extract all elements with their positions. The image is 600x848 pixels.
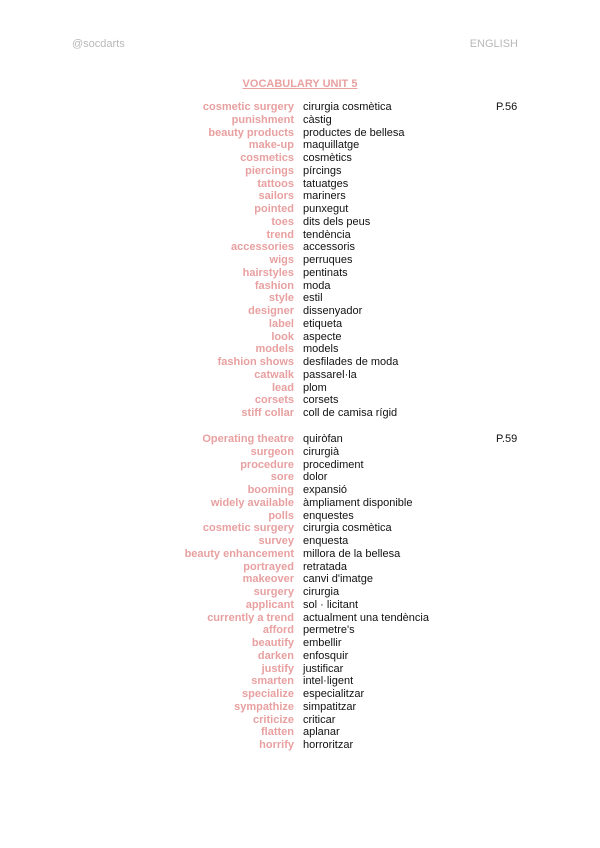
- english-term: horrify: [259, 739, 294, 751]
- vocab-row: [0, 624, 600, 637]
- catalan-translation: perruques: [303, 254, 353, 266]
- vocab-row: [0, 267, 600, 280]
- english-term: accessories: [231, 241, 294, 254]
- english-term: polls: [268, 509, 294, 522]
- catalan-translation: models: [303, 343, 339, 356]
- vocab-row: [0, 203, 600, 216]
- english-term: make-up: [248, 139, 294, 152]
- catalan-translation: cirurgia cosmètica: [303, 101, 392, 113]
- english-term: designer: [248, 305, 294, 317]
- catalan-translation: coll de camisa rígid: [303, 407, 398, 419]
- vocab-row: [0, 165, 600, 178]
- page-reference: P.56: [496, 101, 518, 113]
- english-term: procedure: [240, 458, 294, 471]
- catalan-translation: permetre's: [303, 624, 355, 637]
- english-term: flatten: [261, 726, 294, 739]
- english-term: corsets: [254, 394, 294, 407]
- vocab-row: [0, 254, 600, 267]
- vocab-row: [0, 318, 600, 331]
- english-term: cosmetics: [240, 152, 294, 164]
- catalan-translation: criticar: [303, 713, 336, 726]
- english-term: cosmetic surgery: [202, 522, 294, 535]
- vocab-row: [0, 101, 600, 114]
- catalan-translation: intel·ligent: [303, 675, 354, 688]
- vocab-row: [0, 356, 600, 369]
- english-term: stiff collar: [241, 407, 294, 419]
- english-term: tattoos: [257, 177, 294, 190]
- catalan-translation: sol · licitant: [303, 598, 359, 611]
- vocab-row: [0, 650, 600, 663]
- vocab-row: [0, 459, 600, 472]
- catalan-translation: punxegut: [303, 203, 349, 215]
- catalan-translation: cirurgia cosmètica: [303, 522, 392, 535]
- english-term: justify: [261, 662, 294, 675]
- vocab-row: [0, 726, 600, 739]
- vocab-row: [0, 114, 600, 127]
- english-term: lead: [271, 381, 294, 394]
- catalan-translation: aplanar: [303, 726, 340, 739]
- english-term: punishment: [231, 113, 294, 126]
- catalan-translation: plom: [303, 381, 327, 394]
- vocab-row: [0, 152, 600, 165]
- catalan-translation: retratada: [303, 560, 348, 573]
- vocab-row: [0, 739, 600, 752]
- vocab-row: [0, 484, 600, 497]
- vocab-row: [0, 127, 600, 140]
- english-term: currently a trend: [207, 611, 294, 624]
- vocab-row: [0, 522, 600, 535]
- vocab-row: [0, 497, 600, 510]
- catalan-translation: tatuatges: [303, 177, 349, 190]
- catalan-translation: cosmètics: [303, 152, 352, 164]
- vocab-row: [0, 446, 600, 459]
- catalan-translation: pentinats: [303, 266, 348, 279]
- catalan-translation: expansió: [303, 484, 348, 496]
- vocab-row: [0, 663, 600, 676]
- vocab-row: [0, 535, 600, 548]
- english-term: trend: [266, 228, 294, 241]
- catalan-translation: enquestes: [303, 509, 354, 522]
- catalan-translation: cirurgia: [303, 586, 340, 598]
- vocab-row: [0, 586, 600, 599]
- vocab-row: [0, 510, 600, 523]
- vocab-row: [0, 548, 600, 561]
- vocab-row: [0, 292, 600, 305]
- english-term: pointed: [254, 203, 294, 215]
- vocab-row: [0, 637, 600, 650]
- page-reference: P.59: [496, 433, 518, 445]
- vocab-row: [0, 612, 600, 625]
- english-term: beauty enhancement: [184, 547, 294, 560]
- vocab-row: [0, 675, 600, 688]
- english-term: surgeon: [250, 445, 294, 458]
- catalan-translation: etiqueta: [303, 317, 343, 330]
- catalan-translation: enquesta: [303, 535, 349, 547]
- vocab-row: [0, 573, 600, 586]
- english-term: catwalk: [254, 368, 294, 381]
- vocab-row: [0, 241, 600, 254]
- header-subject: ENGLISH: [469, 38, 518, 50]
- catalan-translation: desfilades de moda: [303, 356, 399, 368]
- vocab-row: [0, 229, 600, 242]
- english-term: cosmetic surgery: [202, 101, 294, 113]
- english-term: fashion shows: [217, 356, 294, 368]
- page-title: VOCABULARY UNIT 5: [242, 78, 358, 90]
- catalan-translation: moda: [303, 279, 331, 292]
- english-term: smarten: [251, 675, 294, 688]
- vocab-row: [0, 139, 600, 152]
- english-term: portrayed: [243, 560, 294, 573]
- vocab-row: [0, 433, 600, 446]
- english-term: sore: [270, 471, 294, 484]
- english-term: beautify: [251, 637, 294, 649]
- english-term: sailors: [258, 190, 294, 203]
- english-term: survey: [258, 535, 294, 547]
- english-term: toes: [271, 215, 294, 228]
- english-term: criticize: [253, 713, 294, 726]
- catalan-translation: passarel·la: [303, 368, 357, 381]
- vocab-row: [0, 343, 600, 356]
- english-term: makeover: [242, 573, 294, 586]
- catalan-translation: maquillatge: [303, 139, 360, 152]
- vocab-row: [0, 305, 600, 318]
- english-term: look: [271, 330, 294, 343]
- catalan-translation: actualment una tendència: [303, 611, 429, 624]
- vocab-section-p59: [0, 433, 600, 752]
- vocab-row: [0, 382, 600, 395]
- english-term: style: [268, 292, 294, 305]
- vocab-row: [0, 331, 600, 344]
- catalan-translation: quiròfan: [303, 433, 343, 445]
- catalan-translation: dits dels peus: [303, 215, 371, 228]
- catalan-translation: càstig: [303, 113, 332, 126]
- vocab-row: [0, 407, 600, 420]
- catalan-translation: especialitzar: [303, 688, 365, 700]
- catalan-translation: canvi d'imatge: [303, 573, 373, 586]
- vocab-row: [0, 280, 600, 293]
- vocab-row: [0, 701, 600, 714]
- catalan-translation: dolor: [303, 471, 328, 484]
- catalan-translation: aspecte: [303, 330, 342, 343]
- vocab-row: [0, 471, 600, 484]
- catalan-translation: productes de bellesa: [303, 126, 405, 139]
- catalan-translation: justificar: [303, 662, 344, 675]
- catalan-translation: pírcings: [303, 164, 342, 177]
- catalan-translation: simpatitzar: [303, 700, 357, 713]
- catalan-translation: accessoris: [303, 241, 355, 254]
- catalan-translation: corsets: [303, 394, 339, 407]
- english-term: piercings: [245, 164, 294, 177]
- english-term: hairstyles: [242, 266, 294, 279]
- english-term: surgery: [253, 586, 294, 598]
- vocab-row: [0, 688, 600, 701]
- vocab-section-p56: [0, 101, 600, 420]
- vocab-row: [0, 599, 600, 612]
- catalan-translation: enfosquir: [303, 649, 349, 662]
- english-term: beauty products: [208, 126, 294, 139]
- english-term: fashion: [254, 279, 294, 292]
- english-term: specialize: [242, 688, 294, 700]
- catalan-translation: millora de la bellesa: [303, 547, 401, 560]
- catalan-translation: procediment: [303, 458, 364, 471]
- catalan-translation: àmpliament disponible: [303, 496, 413, 509]
- english-term: Operating theatre: [202, 433, 294, 445]
- vocab-row: [0, 714, 600, 727]
- catalan-translation: cirurgià: [303, 445, 340, 458]
- catalan-translation: mariners: [303, 190, 346, 203]
- catalan-translation: tendència: [303, 228, 351, 241]
- vocab-row: [0, 561, 600, 574]
- catalan-translation: horroritzar: [303, 739, 354, 751]
- english-term: booming: [247, 484, 294, 496]
- english-term: models: [255, 343, 294, 356]
- vocab-row: [0, 216, 600, 229]
- vocab-row: [0, 394, 600, 407]
- catalan-translation: embellir: [303, 637, 342, 649]
- english-term: applicant: [245, 598, 294, 611]
- english-term: wigs: [269, 254, 294, 266]
- english-term: afford: [262, 624, 294, 637]
- catalan-translation: dissenyador: [303, 305, 363, 317]
- vocab-row: [0, 190, 600, 203]
- catalan-translation: estil: [303, 292, 323, 305]
- header-author: @socdarts: [72, 38, 125, 50]
- english-term: widely available: [210, 496, 294, 509]
- english-term: sympathize: [234, 700, 294, 713]
- english-term: darken: [257, 649, 294, 662]
- vocab-row: [0, 369, 600, 382]
- vocab-row: [0, 178, 600, 191]
- english-term: label: [268, 317, 294, 330]
